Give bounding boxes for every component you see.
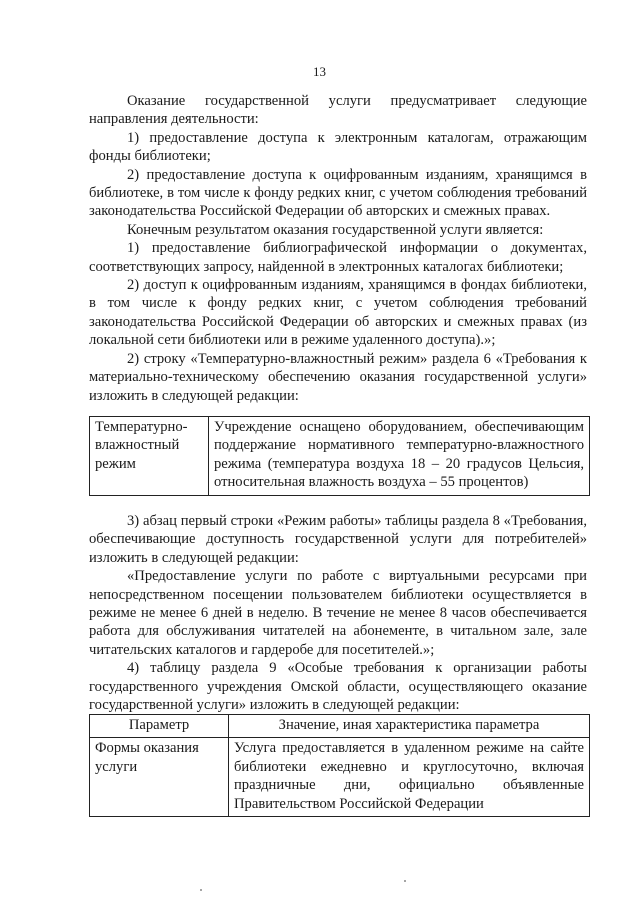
scan-speck: [404, 880, 406, 882]
column-header: Значение, иная характеристика параметра: [229, 715, 590, 738]
paragraph: «Предоставление услуги по работе с виртуальными ресурсами при непосредственном посещении пользователем библиотеки осуществляется в режиме не менее 6 дней в неделю. В течение не менее 8 часов обеспечивается работа для обслуживания читателей на абонементе, в читальном зале, зале читательских каталогов и гардеробе для посетителей.»;: [89, 568, 587, 658]
temperature-humidity-table: [89, 416, 590, 496]
page-number: 13: [313, 64, 326, 79]
table-header-row: [90, 715, 590, 738]
text-section-amendments: [89, 512, 587, 714]
table-row: [90, 738, 590, 817]
table-cell-param: Формы оказания услуги: [90, 738, 229, 817]
table-row: [90, 417, 590, 496]
text-section-services: [89, 92, 587, 405]
paragraph: 1) предоставление библиографической информации о документах, соответствующих запросу, найденной в электронных каталогах библиотеки;: [89, 240, 587, 275]
paragraph: 2) доступ к оцифрованным изданиям, хранящимся в фондах библиотеки, в том числе к фонду редких книг, с учетом соблюдения требований законодательства Российской Федерации об авторских и смежных правах (из локальной сети библиотеки или в режиме удаленного доступа).»;: [89, 277, 587, 349]
table-cell-value: Учреждение оснащено оборудованием, обеспечивающим поддержание нормативного температурно-влажностного режима (температура воздуха 18 – 20 градусов Цельсия, относительная влажность воздуха – 55 процентов): [209, 417, 590, 496]
scan-speck: [200, 889, 202, 891]
paragraph: 1) предоставление доступа к электронным каталогам, отражающим фонды библиотеки;: [89, 129, 587, 165]
paragraph: 2) строку «Температурно-влажностный режим» раздела 6 «Требования к материально-техническому обеспечению оказания государственной услуги» изложить в следующей редакции:: [89, 350, 587, 404]
column-header: Параметр: [90, 715, 229, 738]
paragraph: 3) абзац первый строки «Режим работы» таблицы раздела 8 «Требования, обеспечивающие доступность государственной услуги для потребителей» изложить в следующей редакции:: [89, 513, 587, 566]
service-parameters-table: [89, 714, 590, 817]
table-cell-value: Услуга предоставляется в удаленном режиме на сайте библиотеки ежедневно и круглосуточно, включая праздничные дни, официально объявленные Правительством Российской Федерации: [229, 738, 590, 817]
paragraph: Оказание государственной услуги предусматривает следующие направления деятельности:: [89, 93, 587, 128]
paragraph: 2) предоставление доступа к оцифрованным изданиям, хранящимся в библиотеке, в том числе к фонду редких книг, с учетом соблюдения требований законодательства Российской Федерации об авторских и смежных правах.: [89, 166, 587, 220]
paragraph: Конечным результатом оказания государственной услуги является:: [127, 221, 544, 238]
table-cell-label: Температурно-влажностный режим: [90, 417, 209, 496]
paragraph: 4) таблицу раздела 9 «Особые требования к организации работы государственного учреждения Омской области, осуществляющего оказание государственной услуги» изложить в следующей редакции:: [89, 660, 587, 714]
